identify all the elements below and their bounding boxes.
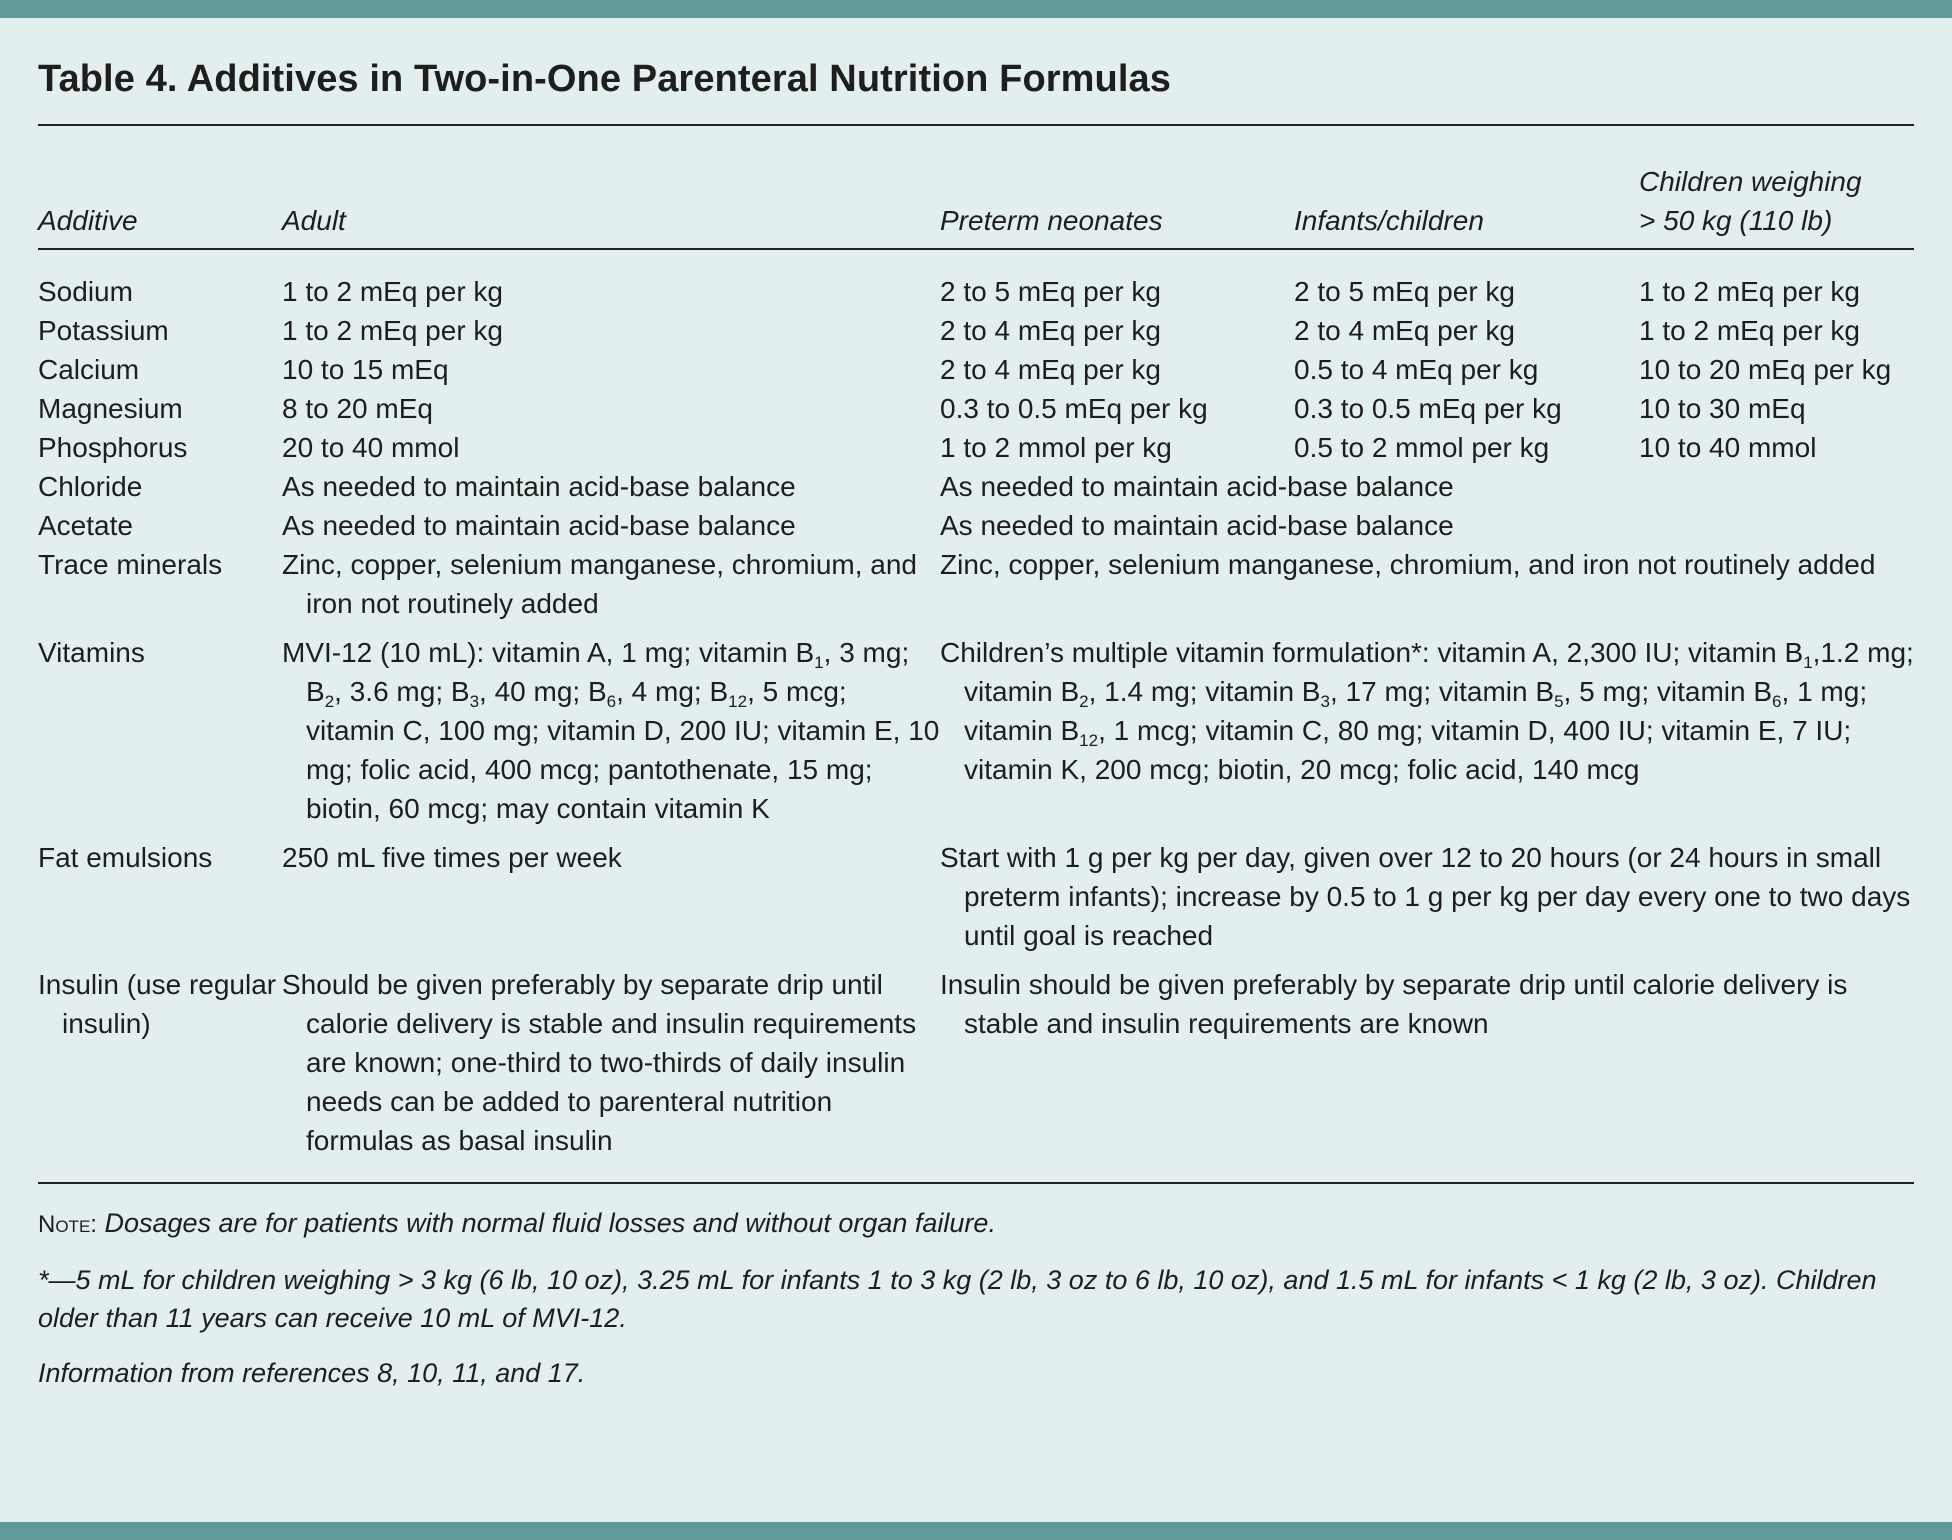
cell-adult: MVI-12 (10 mL): vitamin A, 1 mg; vitamin $B_1$, 3 mg; $B_2$, 3.6 mg; $B_3$, 40 mg; $B_6$, 4 mg; $B_{12}$, 5 mcg; vitamin C, 100 mg; vitamin D, 200 IU; vitamin E, 10 mg; folic acid, 400 mcg; pantothenate, 15 mg; biotin, 60 mcg; may contain vitamin K	[282, 637, 940, 824]
cell-adult: Zinc, copper, selenium manganese, chromium, and iron not routinely added	[282, 549, 917, 619]
cell-children: 10 to 30 mEq	[1639, 393, 1806, 424]
cell-adult: 8 to 20 mEq	[282, 393, 433, 424]
cell-additive: Insulin (use regular insulin)	[38, 969, 277, 1039]
table-row	[38, 467, 1914, 506]
table-row	[38, 828, 1914, 955]
cell-additive: Magnesium	[38, 393, 183, 424]
cell-additive: Acetate	[38, 510, 133, 541]
cell-pediatric: As needed to maintain acid-base balance	[940, 510, 1454, 541]
cell-preterm: 2 to 5 mEq per kg	[940, 276, 1162, 307]
cell-infants: 2 to 5 mEq per kg	[1294, 276, 1516, 307]
footnote: *—5 mL for children weighing > 3 kg (6 lb, 10 oz), 3.25 mL for infants 1 to 3 kg (2 lb, 3 oz to 6 lb, 10 oz), and 1.5 mL for infants < 1 kg (2 lb, 3 oz). Children older than 11 years can receive 10 mL of MVI-12.	[38, 1265, 1877, 1333]
cell-additive: Chloride	[38, 471, 143, 502]
cell-children: 10 to 40 mmol	[1639, 432, 1817, 463]
cell-children: 10 to 20 mEq per kg	[1639, 354, 1892, 385]
cell-additive: Calcium	[38, 354, 140, 385]
table-row	[38, 249, 1914, 311]
cell-adult: As needed to maintain acid-base balance	[282, 510, 796, 541]
cell-additive: Potassium	[38, 315, 169, 346]
table-container	[38, 18, 1914, 1409]
header-infants: Infants/children	[1294, 126, 1639, 249]
table-row	[38, 623, 1914, 828]
cell-infants: 2 to 4 mEq per kg	[1294, 315, 1516, 346]
cell-infants: 0.3 to 0.5 mEq per kg	[1294, 393, 1562, 424]
top-accent-band	[0, 0, 1952, 18]
table-title: Table 4. Additives in Two-in-One Parenteral Nutrition Formulas	[38, 58, 1171, 100]
header-children	[1639, 126, 1914, 249]
cell-infants: 0.5 to 4 mEq per kg	[1294, 354, 1539, 385]
cell-pediatric: Children’s multiple vitamin formulation*: vitamin A, 2,300 IU; vitamin $B_1,1.2$ mg; vitamin $B_2$, 1.4 mg; vitamin $B_3$, 17 mg; vitamin $B_5$, 5 mg; vitamin $B_6$, 1 mg; vitamin $B_{12}$, 1 mcg; vitamin C, 80 mg; vitamin D, 400 IU; vitamin E, 7 IU; vitamin K, 200 mcg; biotin, 20 mcg; folic acid, 140 mcg	[940, 637, 1914, 785]
cell-preterm: 1 to 2 mmol per kg	[940, 432, 1172, 463]
header-additive: Additive	[38, 126, 282, 249]
header-children-line1: Children weighing	[1639, 166, 1862, 197]
cell-children: 1 to 2 mEq per kg	[1639, 315, 1861, 346]
table-row	[38, 506, 1914, 545]
table-row	[38, 350, 1914, 389]
header-preterm: Preterm neonates	[940, 126, 1294, 249]
note-label: Note:	[38, 1211, 97, 1238]
table-row	[38, 311, 1914, 350]
cell-pediatric: As needed to maintain acid-base balance	[940, 471, 1454, 502]
cell-additive: Trace minerals	[38, 549, 223, 580]
cell-preterm: 2 to 4 mEq per kg	[940, 315, 1162, 346]
header-adult: Adult	[282, 126, 940, 249]
cell-additive: Vitamins	[38, 637, 145, 668]
cell-additive: Phosphorus	[38, 432, 188, 463]
cell-pediatric: Insulin should be given preferably by separate drip until calorie delivery is stable and insulin requirements are known	[940, 969, 1848, 1039]
table-row	[38, 545, 1914, 623]
note	[38, 1204, 1914, 1244]
table-row	[38, 389, 1914, 428]
cell-adult: 250 mL five times per week	[282, 842, 622, 873]
cell-preterm: 0.3 to 0.5 mEq per kg	[940, 393, 1208, 424]
additives-table	[38, 126, 1914, 1182]
cell-infants: 0.5 to 2 mmol per kg	[1294, 432, 1550, 463]
cell-additive: Sodium	[38, 276, 133, 307]
cell-adult: As needed to maintain acid-base balance	[282, 471, 796, 502]
bottom-accent-band	[0, 1522, 1952, 1540]
cell-pediatric: Start with 1 g per kg per day, given over 12 to 20 hours (or 24 hours in small preterm infants); increase by 0.5 to 1 g per kg per day every one to two days until goal is reached	[940, 842, 1911, 951]
header-children-line2: > 50 kg (110 lb)	[1639, 205, 1833, 236]
source-note: Information from references 8, 10, 11, and 17.	[38, 1358, 586, 1388]
table-row	[38, 428, 1914, 467]
cell-adult: 10 to 15 mEq	[282, 354, 449, 385]
cell-pediatric: Zinc, copper, selenium manganese, chromium, and iron not routinely added	[940, 549, 1876, 580]
cell-additive: Fat emulsions	[38, 842, 213, 873]
table-row	[38, 955, 1914, 1182]
note-text: Dosages are for patients with normal fluid losses and without organ failure.	[104, 1208, 996, 1238]
header-row	[38, 126, 1914, 249]
cell-adult: Should be given preferably by separate drip until calorie delivery is stable and insulin requirements are known; one-third to two-thirds of daily insulin needs can be added to parenteral nutrition formulas as basal insulin	[282, 969, 917, 1156]
cell-adult: 1 to 2 mEq per kg	[282, 276, 504, 307]
cell-adult: 1 to 2 mEq per kg	[282, 315, 504, 346]
table-notes	[38, 1182, 1914, 1392]
cell-preterm: 2 to 4 mEq per kg	[940, 354, 1162, 385]
cell-adult: 20 to 40 mmol	[282, 432, 460, 463]
cell-children: 1 to 2 mEq per kg	[1639, 276, 1861, 307]
